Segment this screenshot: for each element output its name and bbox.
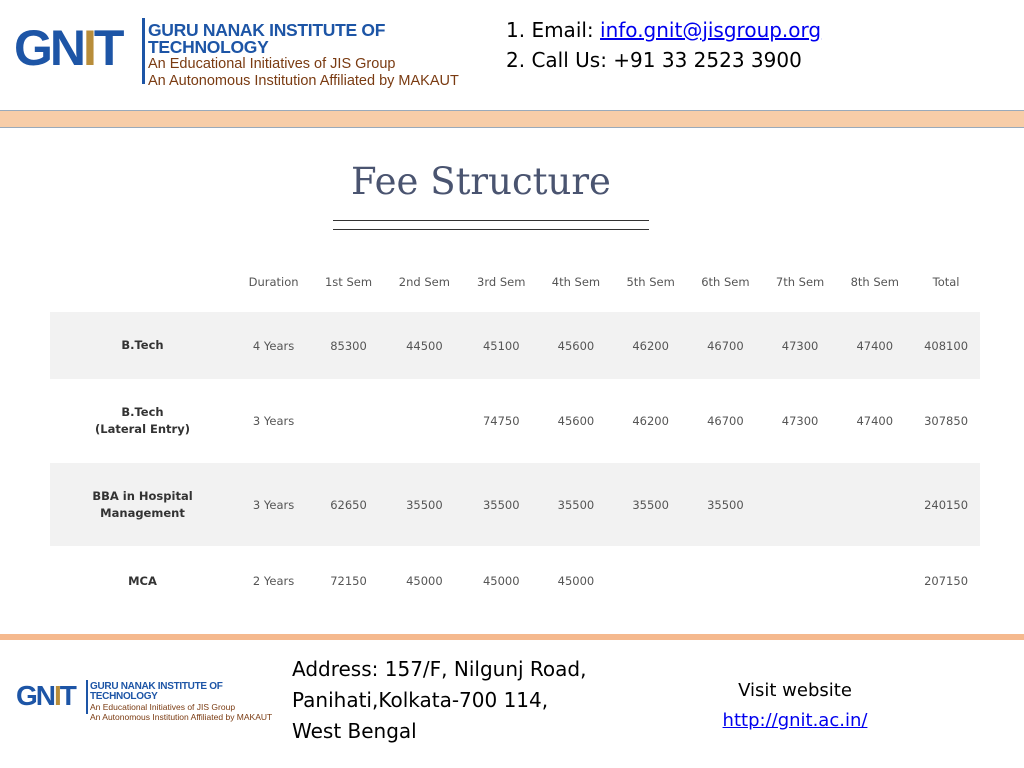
table-cell: 74750 <box>482 414 520 428</box>
table-cell: 35500 <box>464 463 539 546</box>
logo-text: GURU NANAK INSTITUTE OF TECHNOLOGY An Educational Initiatives of JIS Group An Autonomous Institution Affiliated by MAKAUT <box>90 681 273 722</box>
header-cell: 3rd Sem <box>477 275 526 289</box>
table-cell <box>837 546 912 616</box>
table-cell <box>613 546 688 616</box>
email-link[interactable]: info.gnit@jisgroup.org <box>600 18 822 42</box>
header-cell: 7th Sem <box>775 275 825 289</box>
header-cell: 2nd Sem <box>398 275 450 289</box>
program-cell: B.Tech (Lateral Entry) <box>95 405 190 436</box>
header-cell: 5th Sem <box>626 275 675 289</box>
table-cell: 47400 <box>856 414 894 428</box>
table-cell: 46200 <box>632 414 669 428</box>
program-cell: MCA <box>128 573 157 588</box>
table-cell: 35500 <box>539 463 614 546</box>
table-cell: 85300 <box>312 312 385 379</box>
table-cell: 46700 <box>688 312 763 379</box>
table-cell: 45000 <box>557 574 595 588</box>
page-title: Fee Structure <box>351 160 611 203</box>
header-logo <box>14 14 474 89</box>
top-band <box>0 110 1024 128</box>
phone-number: +91 33 2523 3900 <box>613 48 802 72</box>
table-row <box>50 463 980 546</box>
table-cell: 2 Years <box>252 574 295 588</box>
table-cell: 45000 <box>406 574 443 588</box>
header-cell: 1st Sem <box>324 275 373 289</box>
table-cell <box>312 379 385 463</box>
table-cell: 240150 <box>912 463 980 546</box>
header-cell: Duration <box>248 275 299 289</box>
table-cell: 207150 <box>924 574 969 588</box>
table-row <box>50 379 980 463</box>
table-cell <box>837 463 912 546</box>
footer-logo <box>16 679 281 722</box>
table-cell: 35500 <box>613 463 688 546</box>
email-line: 1. Email: info.gnit@jisgroup.org <box>506 18 822 42</box>
header-cell: 6th Sem <box>701 275 750 289</box>
logo-divider <box>86 680 88 714</box>
header-cell: 8th Sem <box>850 275 899 289</box>
table-cell: 307850 <box>924 414 969 428</box>
table-cell: 4 Years <box>235 312 312 379</box>
table-cell <box>385 379 464 463</box>
logo-text <box>148 22 474 90</box>
title-underline-top <box>333 220 649 221</box>
gnit-logo-mark: GNIT <box>16 680 75 711</box>
phone-line: 2. Call Us: +91 33 2523 3900 <box>506 48 802 72</box>
table-cell: 47400 <box>837 312 912 379</box>
table-cell: 45100 <box>464 312 539 379</box>
table-cell: 3 Years <box>235 463 312 546</box>
title-underline-bottom <box>333 229 649 230</box>
table-cell <box>763 546 838 616</box>
table-cell: 47300 <box>763 312 838 379</box>
header-cell: 4th Sem <box>551 275 601 289</box>
logo-divider <box>142 18 145 84</box>
institute-tagline: An Educational Initiatives of JIS Group <box>148 56 396 72</box>
visit-label: Visit website <box>738 680 852 701</box>
program-cell: BBA in Hospital Management <box>50 463 235 546</box>
program-cell: B.Tech <box>50 312 235 379</box>
institute-affiliation: An Autonomous Institution Affiliated by MAKAUT <box>148 73 459 89</box>
table-cell: 62650 <box>312 463 385 546</box>
gnit-logo-mark: GNIT <box>14 20 122 76</box>
table-cell <box>763 463 838 546</box>
table-cell: 47300 <box>781 414 819 428</box>
table-cell: 408100 <box>912 312 980 379</box>
contact-info <box>506 15 821 75</box>
table-cell: 46200 <box>613 312 688 379</box>
table-header-row <box>50 252 980 312</box>
table-cell: 45600 <box>539 312 614 379</box>
header-cell: Total <box>932 275 960 289</box>
institute-name: GURU NANAK INSTITUTE OF TECHNOLOGY <box>148 20 386 57</box>
table-cell: 3 Years <box>252 414 295 428</box>
table-cell: 35500 <box>385 463 464 546</box>
header-cell <box>50 252 235 312</box>
website-link[interactable]: http://gnit.ac.in/ <box>722 710 868 731</box>
fee-table <box>50 252 980 616</box>
table-cell: 72150 <box>330 574 367 588</box>
table-row <box>50 312 980 379</box>
table-cell: 35500 <box>688 463 763 546</box>
table-cell: 46700 <box>707 414 744 428</box>
table-cell: 44500 <box>385 312 464 379</box>
table-cell: 45600 <box>557 414 595 428</box>
visit-website <box>700 676 890 736</box>
table-cell: 45000 <box>482 574 520 588</box>
table-row <box>50 546 980 616</box>
bottom-band <box>0 634 1024 640</box>
table-cell <box>688 546 763 616</box>
address: Address: 157/F, Nilgunj Road, Panihati,Kolkata-700 114, West Bengal <box>292 657 587 743</box>
